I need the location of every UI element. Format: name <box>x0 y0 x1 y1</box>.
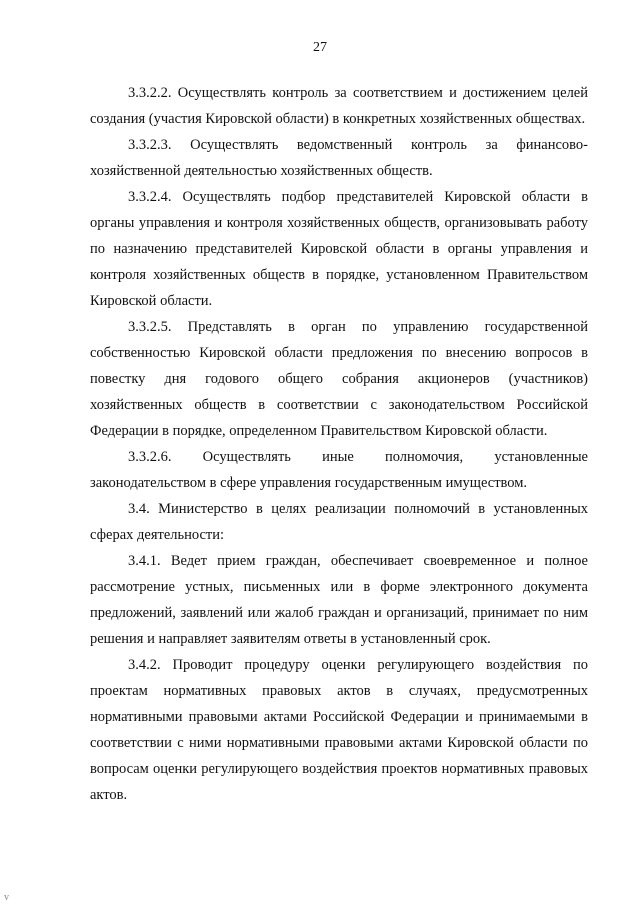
document-body <box>90 80 588 808</box>
page-number: 27 <box>313 40 327 55</box>
paragraph-3-4: 3.4. Министерство в целях реализации полномочий в установленных сферах деятельности: <box>90 501 588 543</box>
paragraph-3-4-2: 3.4.2. Проводит процедуру оценки регулирующего воздействия по проектам нормативных правовых актов в случаях, предусмотренных нормативными правовыми актами Российской Федерации и принимаемыми в соответствии с ними нормативными правовыми актами Кировской области по вопросам оценки регулирующего воздействия проектов нормативных правовых актов. <box>90 657 588 803</box>
paragraph-3-3-2-2: 3.3.2.2. Осуществлять контроль за соответствием и достижением целей создания (участия Кировской области) в конкретных хозяйственных обществах. <box>90 85 588 127</box>
paragraph-3-3-2-5: 3.3.2.5. Представлять в орган по управлению государственной собственностью Кировской области предложения по внесению вопросов в повестку дня годового общего собрания акционеров (участников) хозяйственных обществ в соответствии с законодательством Российской Федерации в порядке, определенном Правительством Кировской области. <box>90 319 588 439</box>
paragraph-3-3-2-6: 3.3.2.6. Осуществлять иные полномочия, установленные законодательством в сфере управления государственным имуществом. <box>90 449 588 491</box>
paragraph-3-3-2-4: 3.3.2.4. Осуществлять подбор представителей Кировской области в органы управления и контроля хозяйственных обществ, организовывать работу по назначению представителей Кировской области в органы управления и контроля хозяйственных обществ в порядке, установленном Правительством Кировской области. <box>90 189 588 309</box>
paragraph-3-3-2-3: 3.3.2.3. Осуществлять ведомственный контроль за финансово-хозяйственной деятельностью хозяйственных обществ. <box>90 137 588 179</box>
corner-scan-mark: v <box>4 892 9 903</box>
paragraph-3-4-1: 3.4.1. Ведет прием граждан, обеспечивает своевременное и полное рассмотрение устных, письменных или в форме электронного документа предложений, заявлений или жалоб граждан и организаций, принимает по ним решения и направляет заявителям ответы в установленный срок. <box>90 553 588 647</box>
